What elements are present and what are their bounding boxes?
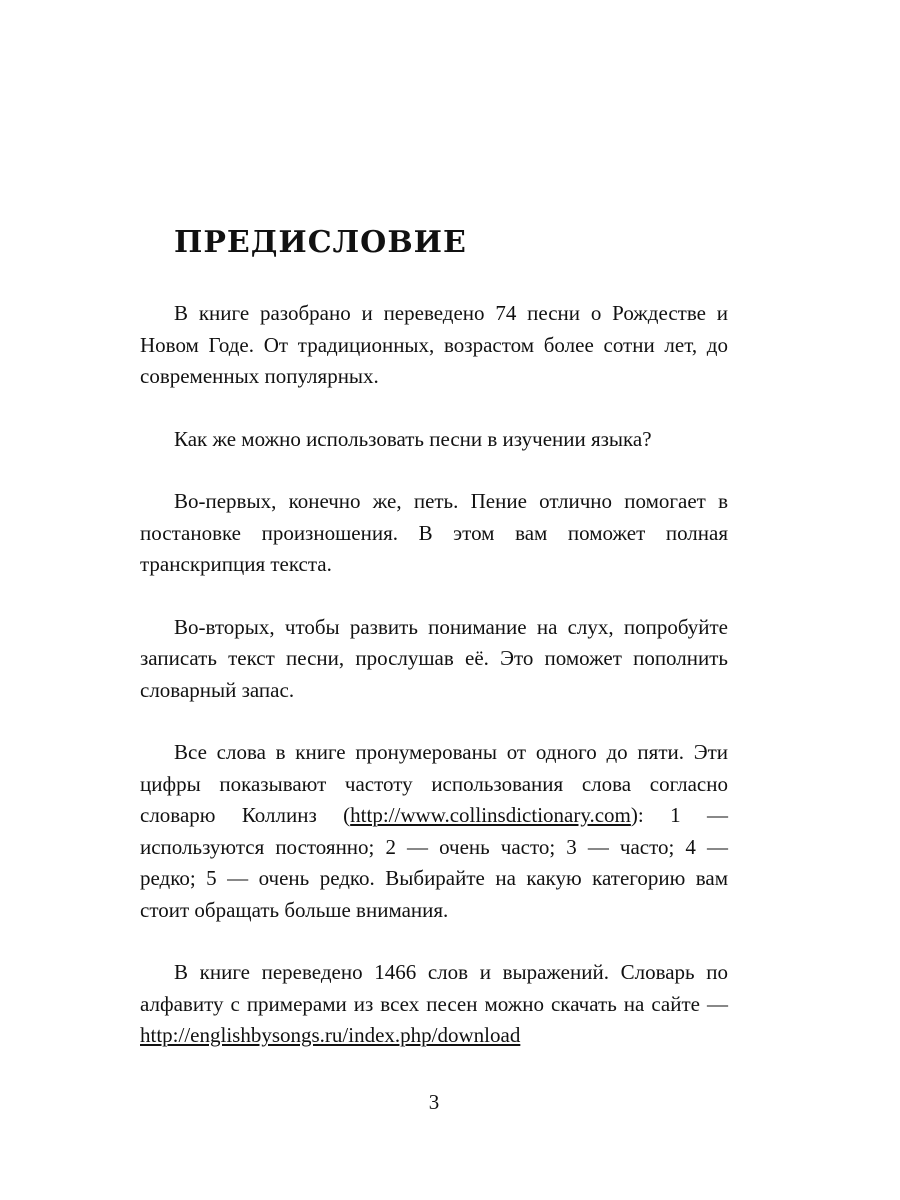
dictionary-text: В книге переведено 1466 слов и выражений. Словарь по алфавиту с примерами из всех песен можно скачать на сайте —: [140, 960, 728, 1016]
paragraph-question: Как же можно использовать песни в изучении языка?: [174, 426, 652, 451]
chapter-heading: ПРЕДИСЛОВИЕ: [174, 225, 467, 260]
download-link[interactable]: http://englishbysongs.ru/index.php/download: [140, 1023, 521, 1047]
paragraph-dictionary: [140, 957, 728, 1052]
frequency-text-before: Все слова в книге пронумерованы от одного до пяти. Эти цифры показывают частоту использования слова согласно словарю Коллинз (: [140, 740, 728, 827]
preface-body: [140, 298, 728, 1083]
collins-dictionary-link[interactable]: http://www.collinsdictionary.com: [350, 803, 631, 827]
frequency-text-after: ): 1 — используются постоянно; 2 — очень часто; 3 — часто; 4 — редко; 5 — очень редко. Выбирайте на какую категорию вам стоит обращать больше внимания.: [140, 803, 729, 922]
paragraph-listening: Во-вторых, чтобы развить понимание на слух, попробуйте записать текст песни, прослушав её. Это поможет пополнить словарный запас.: [140, 614, 728, 702]
paragraph-intro: В книге разобрано и переведено 74 песни о Рождестве и Новом Годе. От традиционных, возрастом более сотни лет, до современных популярных.: [140, 301, 728, 388]
paragraph-singing: Во-первых, конечно же, петь. Пение отлично помогает в постановке произношения. В этом вам поможет полная транскрипция текста.: [140, 489, 728, 576]
page-number: 3: [428, 1090, 440, 1114]
paragraph-frequency: [140, 737, 728, 926]
